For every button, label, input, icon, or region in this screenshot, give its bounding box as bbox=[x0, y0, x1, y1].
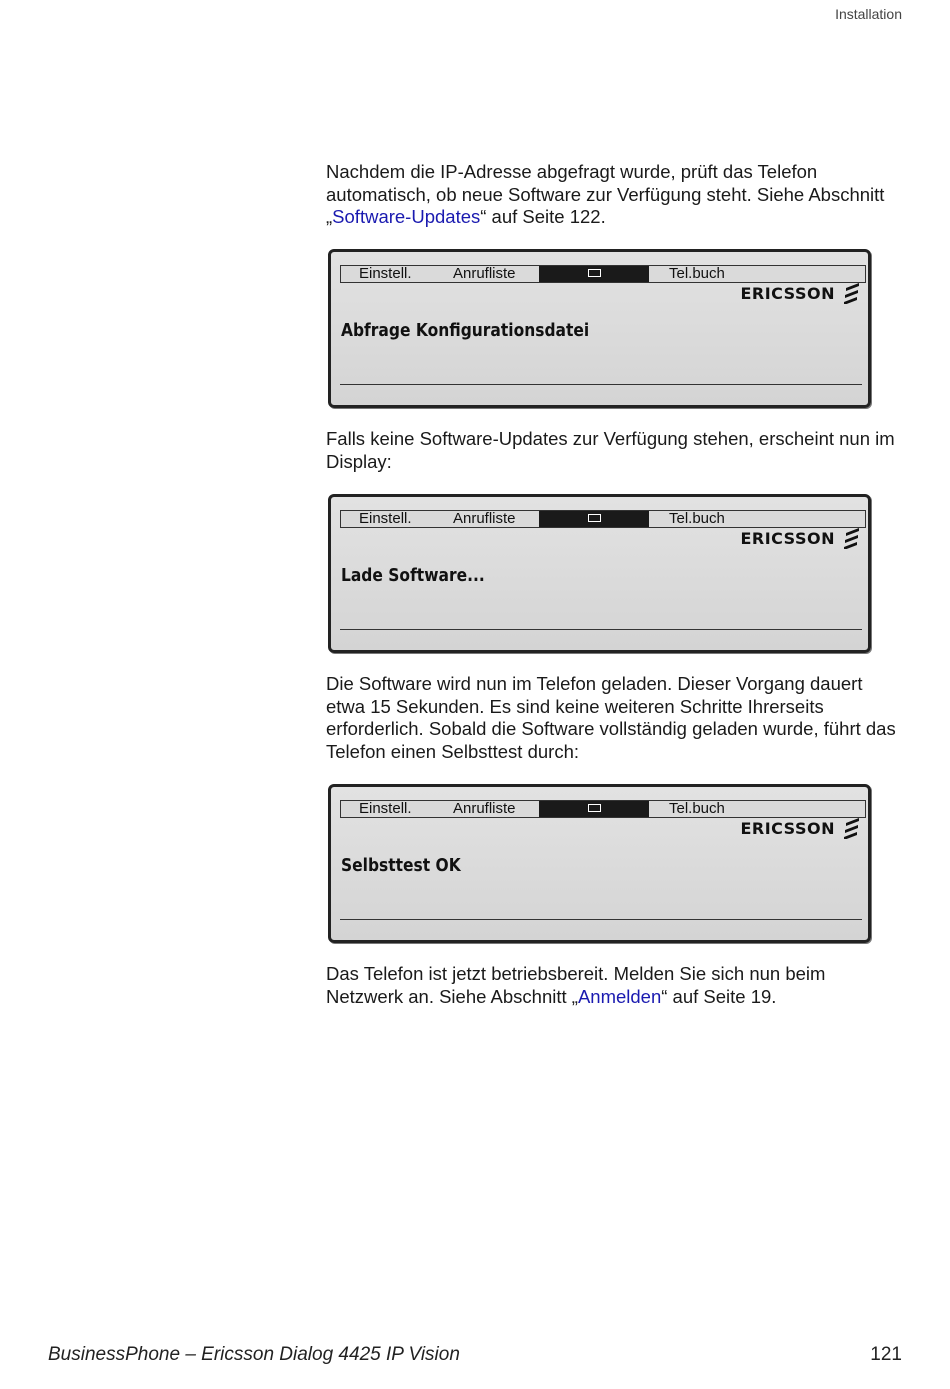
page-number: 121 bbox=[870, 1344, 902, 1365]
brand-name: ERICSSON bbox=[740, 283, 835, 303]
tab-anrufliste: Anrufliste bbox=[453, 265, 516, 282]
display-divider bbox=[340, 629, 862, 630]
display-tab-bar bbox=[340, 800, 866, 818]
display-message: Selbsttest OK bbox=[341, 855, 461, 876]
paragraph-no-updates: Falls keine Software-Updates zur Verfügung stehen, erscheint nun im Display: bbox=[326, 428, 895, 472]
ericsson-logo bbox=[740, 282, 861, 304]
brand-name: ERICSSON bbox=[740, 818, 835, 838]
phone-display-loading bbox=[328, 494, 871, 653]
software-updates-link[interactable]: Software-Updates bbox=[332, 206, 481, 227]
brand-name: ERICSSON bbox=[740, 528, 835, 548]
display-message: Abfrage Konfigurationsdatei bbox=[341, 320, 590, 341]
tab-anrufliste: Anrufliste bbox=[453, 800, 516, 817]
display-tab-bar bbox=[340, 510, 866, 528]
tab-telbuch: Tel.buch bbox=[669, 510, 725, 527]
phone-display-selftest bbox=[328, 784, 871, 943]
envelope-icon bbox=[588, 269, 601, 277]
tab-messages bbox=[539, 801, 649, 817]
ericsson-logo bbox=[740, 817, 861, 839]
tab-einstell: Einstell. bbox=[359, 510, 412, 527]
footer-document-title: BusinessPhone – Ericsson Dialog 4425 IP Vision bbox=[48, 1344, 460, 1365]
section-header: Installation bbox=[835, 6, 902, 22]
display-divider bbox=[340, 919, 862, 920]
tab-anrufliste: Anrufliste bbox=[453, 510, 516, 527]
phone-display-config bbox=[328, 249, 871, 408]
display-divider bbox=[340, 384, 862, 385]
ericsson-mark-icon bbox=[843, 817, 861, 839]
tab-einstell: Einstell. bbox=[359, 800, 412, 817]
display-message: Lade Software... bbox=[341, 565, 485, 586]
tab-telbuch: Tel.buch bbox=[669, 800, 725, 817]
tab-messages bbox=[539, 266, 649, 282]
paragraph-ip-query: Nachdem die IP-Adresse abgefragt wurde, prüft das Telefon automatisch, ob neue Software zur Verfügung steht. Siehe Abschnitt „Software-Updates“ auf Seite 122. bbox=[326, 161, 885, 227]
tab-messages bbox=[539, 511, 649, 527]
paragraph-loading: Die Software wird nun im Telefon geladen. Dieser Vorgang dauert etwa 15 Sekunden. Es sind keine weiteren Schritte Ihrerseits erforderlich. Sobald die Software vollständig geladen wurde, führt das Telefon einen Selbsttest durch: bbox=[326, 673, 896, 762]
envelope-icon bbox=[588, 514, 601, 522]
ericsson-logo bbox=[740, 527, 861, 549]
ericsson-mark-icon bbox=[843, 282, 861, 304]
ericsson-mark-icon bbox=[843, 527, 861, 549]
tab-einstell: Einstell. bbox=[359, 265, 412, 282]
display-tab-bar bbox=[340, 265, 866, 283]
envelope-icon bbox=[588, 804, 601, 812]
tab-telbuch: Tel.buch bbox=[669, 265, 725, 282]
anmelden-link[interactable]: Anmelden bbox=[577, 985, 662, 1007]
paragraph-ready: Das Telefon ist jetzt betriebsbereit. Melden Sie sich nun beim Netzwerk an. Siehe Abschnitt „Anmelden“ auf Seite 19. bbox=[326, 963, 826, 1007]
